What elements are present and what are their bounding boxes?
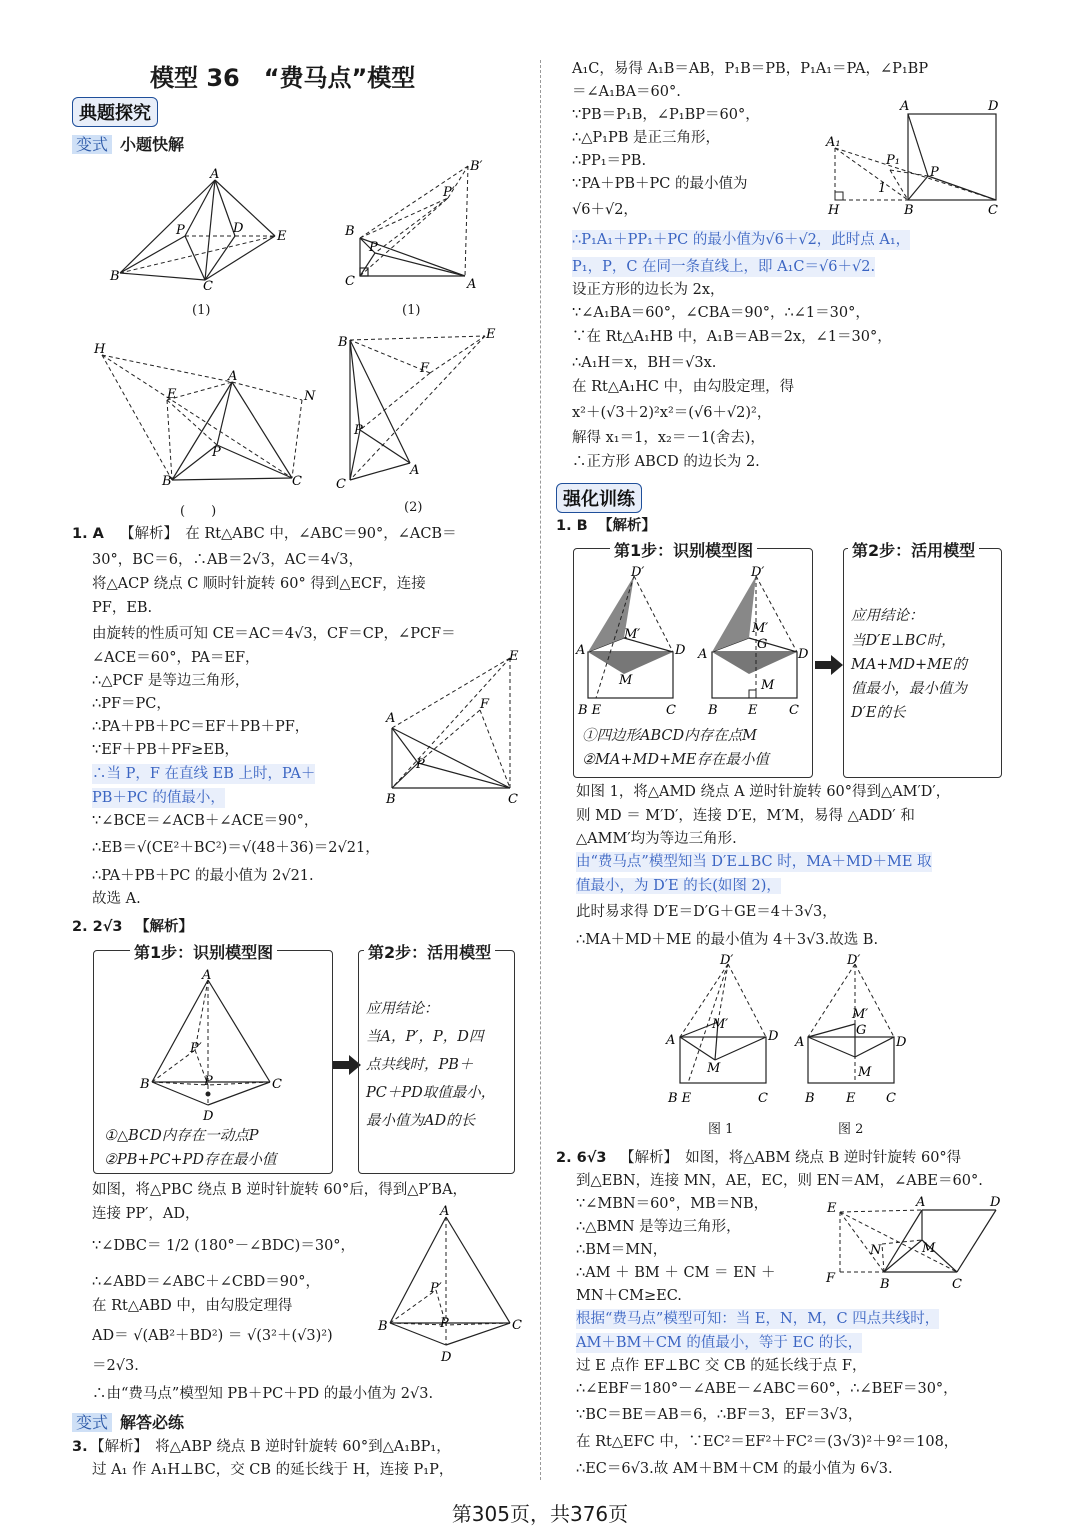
- svg-text:N: N: [870, 1243, 882, 1258]
- q2-line-5: AD＝ √(AB²＋BD²) ＝ √(3²＋(√3)²): [92, 1328, 333, 1344]
- q2-apply-2: 点共线时，PB＋: [366, 1057, 474, 1073]
- q1-line-14: ∴PA＋PB＋PC 的最小值为 2√21.: [92, 868, 314, 884]
- r1-apply-3: 值最小，最小值为: [851, 681, 967, 697]
- q1-line-9: ∵EF＋PB＋PF≥EB，: [92, 742, 239, 758]
- svg-text:M′: M′: [624, 627, 641, 642]
- section-tag-dianti: 典题探究: [72, 97, 158, 127]
- svg-text:E: E: [167, 387, 177, 402]
- svg-text:A: A: [576, 643, 586, 658]
- q3-right-15: 解得 x₁＝1，x₂＝－1(舍去)，: [572, 430, 765, 446]
- r1-figures: [660, 952, 920, 1112]
- q3-right-9: 设正方形的边长为 2x，: [572, 282, 725, 298]
- svg-text:D: D: [768, 1029, 779, 1044]
- q2-apply-4: 最小值为AD的长: [366, 1113, 476, 1129]
- r2-line-5: ∴AM ＋ BM ＋ CM ＝ EN ＋: [576, 1265, 776, 1281]
- figure-pyramid-2: [92, 340, 322, 490]
- svg-text:C: C: [666, 703, 676, 718]
- svg-text:P′: P′: [190, 1041, 202, 1056]
- svg-text:C: C: [272, 1077, 282, 1092]
- svg-text:E: E: [846, 1091, 856, 1106]
- svg-text:M: M: [707, 1061, 721, 1076]
- svg-text:D′: D′: [847, 953, 861, 968]
- svg-text:A: A: [440, 1204, 450, 1219]
- r2-line-10: ∴∠EBF＝180°－∠ABE－∠ABC＝60°，∴∠BEF＝30°，: [576, 1381, 958, 1397]
- svg-text:A₁: A₁: [826, 135, 841, 150]
- q1-line-2: 将△ACP 绕点 C 顺时针旋转 60° 得到△ECF，连接: [92, 576, 426, 592]
- q1-line-12: ∵∠BCE＝∠ACB＋∠ACE＝90°，: [92, 813, 319, 829]
- section-subtitle-bianshi: [72, 132, 184, 155]
- q2-line-0: 如图，将△PBC 绕点 B 逆时针旋转 60°后，得到△P′BA，: [92, 1182, 468, 1198]
- svg-text:F: F: [480, 697, 490, 712]
- svg-text:M: M: [619, 673, 633, 688]
- svg-text:D′: D′: [751, 565, 765, 580]
- svg-text:E: E: [277, 229, 287, 244]
- page-title: 模型 36 “费马点”模型: [150, 64, 416, 92]
- svg-text:A: A: [666, 1033, 676, 1048]
- q3-number: 3.: [72, 1439, 88, 1455]
- q1-line-11: PB＋PC 的值最小，: [92, 790, 225, 806]
- svg-text:P: P: [930, 165, 939, 180]
- q3-right-2: ∵PB＝P₁B，∠P₁BP＝60°，: [572, 107, 760, 123]
- q3-right-4: ∴PP₁＝PB.: [572, 153, 647, 169]
- r1-line-3: 由“费马点”模型知当 D′E⊥BC 时，MA＋MD＋ME 取: [576, 854, 932, 870]
- q2-apply-1: 当A，P′，P，D四: [366, 1029, 484, 1045]
- q3-right-14: x²＋(√3＋2)²x²＝(√6＋√2)²，: [572, 405, 772, 421]
- svg-text:B: B: [805, 1091, 815, 1106]
- svg-text:A: A: [916, 1195, 926, 1210]
- fig-caption-2: (1): [402, 303, 421, 318]
- svg-text:A: A: [202, 968, 212, 983]
- q2-line-6: ＝2√3.: [92, 1358, 139, 1374]
- svg-text:B: B: [904, 203, 914, 218]
- q3-line-0: 【解析】 将△ABP 绕点 B 逆时针旋转 60°到△A₁BP₁，: [90, 1439, 451, 1455]
- svg-text:D: D: [988, 99, 999, 114]
- svg-text:B: B: [880, 1277, 890, 1292]
- q3-right-13: 在 Rt△A₁HC 中，由勾股定理，得: [572, 379, 795, 395]
- svg-text:A: A: [228, 369, 238, 384]
- q3-right-7: ∴P₁A₁＋PP₁＋PC 的最小值为√6＋√2，此时点 A₁，: [572, 232, 911, 248]
- r2-line-1: 到△EBN，连接 MN，AE，EC，则 EN＝AM，∠ABE＝60°.: [576, 1173, 983, 1189]
- svg-text:C: C: [512, 1318, 522, 1333]
- figure-rotation-1: [340, 158, 490, 293]
- q2-step1-title: 第1步：识别模型图: [130, 940, 277, 963]
- q2-line-3: ∴∠ABD＝∠ABC＋∠CBD＝90°，: [92, 1274, 320, 1290]
- q1-line-5: ∠ACE＝60°，PA＝EF，: [92, 650, 260, 666]
- svg-text:C: C: [292, 474, 302, 489]
- q2-number: 2. 2√3: [72, 919, 123, 935]
- svg-text:M: M: [761, 678, 775, 693]
- svg-text:C: C: [345, 274, 355, 289]
- svg-text:D′: D′: [631, 565, 645, 580]
- fig-caption-1: (1): [192, 303, 211, 318]
- r1-apply-4: D′E的长: [851, 705, 906, 721]
- svg-text:P: P: [354, 423, 363, 438]
- q2-line-4: 在 Rt△ABD 中，由勾股定理得: [92, 1298, 293, 1314]
- r1-apply-2: MA+MD+ME的: [851, 657, 968, 673]
- svg-text:P′: P′: [430, 1281, 442, 1296]
- q3-right-3: ∴△P₁PB 是正三角形，: [572, 130, 720, 146]
- r1-note-2: ②MA+MD+ME存在最小值: [582, 752, 770, 768]
- q1-line-3: PF，EB.: [92, 600, 153, 616]
- r2-figure: [822, 1192, 1012, 1292]
- svg-text:M′: M′: [852, 1007, 869, 1022]
- r1-line-0: 如图 1，将△AMD 绕点 A 逆时针旋转 60°得到△AM′D′，: [576, 784, 951, 800]
- r2-line-0: 【解析】 如图，将△ABM 绕点 B 逆时针旋转 60°得: [620, 1150, 962, 1166]
- r1-line-1: 则 MD ＝ M′D′，连接 D′E，M′M，易得 △ADD′ 和: [576, 808, 915, 824]
- q3-line-1: 过 A₁ 作 A₁H⊥BC，交 CB 的延长线于 H，连接 P₁P，: [92, 1462, 454, 1478]
- jieda-title: 解答必练: [120, 1413, 185, 1432]
- svg-text:A: A: [386, 711, 396, 726]
- r1-line-4: 值最小，为 D′E 的长(如图 2)，: [576, 878, 781, 894]
- svg-text:D: D: [441, 1350, 452, 1365]
- r1-step2-title: 第2步：活用模型: [848, 538, 979, 561]
- q2-line-1: 连接 PP′，AD，: [92, 1206, 200, 1222]
- q1-line-13: ∴EB＝√(CE²＋BC²)＝√(48＋36)＝2√21，: [92, 840, 380, 856]
- r1-number: 1. B: [556, 518, 588, 534]
- svg-text:B′: B′: [470, 159, 483, 174]
- svg-text:B: B: [162, 474, 172, 489]
- svg-text:E: E: [748, 703, 758, 718]
- q1-line-10: ∴当 P，F 在直线 EB 上时，PA＋: [92, 766, 316, 782]
- svg-text:C: C: [508, 792, 518, 807]
- bianshi-tag: 变式: [72, 135, 112, 154]
- svg-text:H: H: [94, 342, 106, 357]
- svg-text:C: C: [789, 703, 799, 718]
- svg-text:D: D: [203, 1109, 214, 1124]
- q3-right-6: √6＋√2，: [572, 202, 638, 218]
- q2-apply-0: 应用结论：: [366, 1001, 439, 1017]
- svg-text:M: M: [858, 1065, 872, 1080]
- svg-text:B: B: [110, 269, 120, 284]
- svg-text:D: D: [896, 1035, 907, 1050]
- fig-caption-4: (2): [404, 500, 423, 515]
- q1-line-15: 故选 A.: [92, 891, 141, 907]
- q3-right-16: ∴正方形 ABCD 的边长为 2.: [572, 454, 760, 470]
- q3-right-8: P₁，P，C 在同一条直线上，即 A₁C＝√6＋√2.: [572, 259, 876, 275]
- r2-line-2: ∵∠MBN＝60°，MB＝NB，: [576, 1196, 769, 1212]
- svg-text:C: C: [952, 1277, 962, 1292]
- svg-text:B: B: [386, 792, 396, 807]
- svg-text:P: P: [416, 757, 425, 772]
- label-A: A: [210, 167, 220, 182]
- svg-text:E: E: [827, 1201, 837, 1216]
- svg-text:P: P: [369, 240, 378, 255]
- r1-line-2: △AMM′均为等边三角形.: [576, 831, 737, 847]
- r1-tag: 【解析】: [598, 518, 656, 534]
- q3-right-5: ∵PA＋PB＋PC 的最小值为: [572, 176, 748, 192]
- svg-text:G: G: [856, 1023, 867, 1038]
- q3-figure: [820, 96, 1010, 220]
- svg-text:P: P: [204, 1074, 213, 1089]
- svg-text:B: B: [338, 335, 348, 350]
- r2-line-8: AM＋BM＋CM 的值最小，等于 EC 的长，: [576, 1335, 863, 1351]
- column-divider: [540, 60, 541, 1480]
- r1-step1-title: 第1步：识别模型图: [610, 538, 757, 561]
- q2-line-7: ∴由“费马点”模型知 PB＋PC＋PD 的最小值为 2√3.: [92, 1386, 434, 1402]
- r2-line-13: ∴EC＝6√3.故 AM＋BM＋CM 的最小值为 6√3.: [576, 1461, 893, 1477]
- svg-text:N: N: [304, 389, 316, 404]
- fig-caption-3: ( ): [180, 504, 217, 519]
- svg-text:D: D: [233, 221, 244, 236]
- r2-line-9: 过 E 点作 EF⊥BC 交 CB 的延长线于点 F，: [576, 1358, 867, 1374]
- q3-right-1: ＝∠A₁BA＝60°.: [572, 84, 681, 100]
- q2-step1-figure: [140, 968, 300, 1124]
- svg-text:P₁: P₁: [886, 153, 900, 168]
- r2-line-4: ∴BM＝MN，: [576, 1242, 668, 1258]
- svg-text:E: E: [509, 649, 519, 664]
- r2-line-11: ∵BC＝BE＝AB＝6，∴BF＝3，EF＝3√3，: [576, 1407, 863, 1423]
- r1-fig1-caption: 图 1: [708, 1122, 734, 1137]
- svg-text:H: H: [828, 203, 840, 218]
- section-subtitle-jieda: [72, 1410, 184, 1433]
- svg-text:P: P: [440, 1316, 449, 1331]
- svg-text:D: D: [990, 1195, 1001, 1210]
- svg-text:B E: B E: [668, 1091, 692, 1106]
- r2-line-3: ∴△BMN 是等边三角形，: [576, 1219, 741, 1235]
- r2-line-6: MN＋CM≥EC.: [576, 1288, 682, 1304]
- svg-text:G: G: [757, 637, 768, 652]
- q1-line-8: ∴PA＋PB＋PC＝EF＋PB＋PF，: [92, 719, 310, 735]
- q2-figure: [378, 1205, 528, 1365]
- svg-text:C: C: [336, 477, 346, 492]
- q3-right-11: ∵在 Rt△A₁HB 中，A₁B＝AB＝2x，∠1＝30°，: [572, 329, 892, 345]
- q2-arrow-icon: [333, 1055, 361, 1075]
- q1-line-0: 【解析】 在 Rt△ABC 中，∠ABC＝90°，∠ACB＝: [120, 526, 457, 542]
- svg-text:B: B: [345, 224, 355, 239]
- svg-text:P: P: [176, 223, 185, 238]
- q1-number: 1. A: [72, 526, 104, 542]
- q3-right-10: ∵∠A₁BA＝60°，∠CBA＝90°，∴∠1＝30°，: [572, 305, 870, 321]
- q1-line-6: ∴△PCF 是等边三角形，: [92, 673, 250, 689]
- svg-text:M′: M′: [712, 1017, 729, 1032]
- svg-text:F: F: [420, 361, 430, 376]
- figure-rotation-2: [330, 328, 505, 493]
- r1-apply-1: 当D′E⊥BC时，: [851, 633, 956, 649]
- svg-text:A: A: [410, 463, 420, 478]
- svg-text:P: P: [212, 445, 221, 460]
- svg-text:B: B: [708, 703, 718, 718]
- q2-tag: 【解析】: [135, 919, 193, 935]
- q2-apply-3: PC＋PD取值最小，: [366, 1085, 496, 1101]
- svg-text:A: A: [467, 277, 477, 292]
- svg-text:D: D: [798, 647, 809, 662]
- svg-text:P′: P′: [443, 185, 455, 200]
- r1-step1-figure: [576, 566, 810, 716]
- r1-note-1: ①四边形ABCD内存在点M: [582, 728, 757, 744]
- svg-text:D: D: [675, 643, 686, 658]
- r1-line-6: ∴MA＋MD＋ME 的最小值为 4＋3√3.故选 B.: [576, 932, 879, 948]
- r2-number: 2. 6√3: [556, 1150, 607, 1166]
- svg-text:B: B: [378, 1319, 388, 1334]
- svg-text:A: A: [900, 99, 910, 114]
- q2-note-2: ②PB+PC+PD存在最小值: [104, 1152, 277, 1168]
- r1-apply-0: 应用结论：: [851, 608, 924, 624]
- q3-right-0: A₁C，易得 A₁B＝AB，P₁B＝PB，P₁A₁＝PA，∠P₁BP: [572, 61, 929, 77]
- svg-text:E: E: [486, 327, 496, 342]
- q2-note-1: ①△BCD内存在一动点P: [104, 1128, 259, 1144]
- svg-text:F: F: [826, 1271, 836, 1286]
- svg-text:A: A: [795, 1035, 805, 1050]
- svg-text:B E: B E: [578, 703, 602, 718]
- svg-text:C: C: [886, 1091, 896, 1106]
- figure-pyramid-1: [110, 167, 300, 294]
- svg-text:B: B: [140, 1077, 150, 1092]
- q1-line-7: ∴PF＝PC，: [92, 696, 171, 712]
- svg-text:1: 1: [878, 181, 887, 196]
- svg-text:C: C: [203, 279, 213, 294]
- q3-right-12: ∴A₁H＝x，BH＝√3x.: [572, 355, 717, 371]
- bianshi-title: 小题快解: [120, 135, 185, 154]
- q1-figure: [380, 648, 530, 808]
- r2-line-7: 根据“费马点”模型可知：当 E，N，M，C 四点共线时，: [576, 1311, 940, 1327]
- svg-text:D′: D′: [720, 953, 734, 968]
- r1-arrow-icon: [815, 655, 843, 675]
- svg-text:M′: M′: [752, 621, 769, 636]
- r2-line-12: 在 Rt△EFC 中，∵EC²＝EF²＋FC²＝(3√3)²＋9²＝108，: [576, 1434, 959, 1450]
- q1-line-1: 30°，BC＝6，∴AB＝2√3，AC＝4√3，: [92, 552, 364, 568]
- svg-text:A: A: [698, 647, 708, 662]
- jieda-tag: 变式: [72, 1413, 112, 1432]
- q2-line-2: ∵∠DBC＝ 1/2 (180°－∠BDC)＝30°，: [92, 1238, 356, 1254]
- q2-step2-title: 第2步：活用模型: [364, 940, 495, 963]
- section-tag-qianghua: 强化训练: [556, 483, 642, 513]
- page-footer: 第305页，共376页: [451, 1502, 629, 1526]
- r1-fig2-caption: 图 2: [838, 1122, 864, 1137]
- svg-text:M: M: [922, 1241, 936, 1256]
- r1-line-5: 此时易求得 D′E＝D′G＋GE＝4＋3√3，: [576, 904, 837, 920]
- svg-text:C: C: [758, 1091, 768, 1106]
- q1-line-4: 由旋转的性质可知 CE＝AC＝4√3，CF＝CP，∠PCF＝: [92, 626, 456, 642]
- svg-text:C: C: [988, 203, 998, 218]
